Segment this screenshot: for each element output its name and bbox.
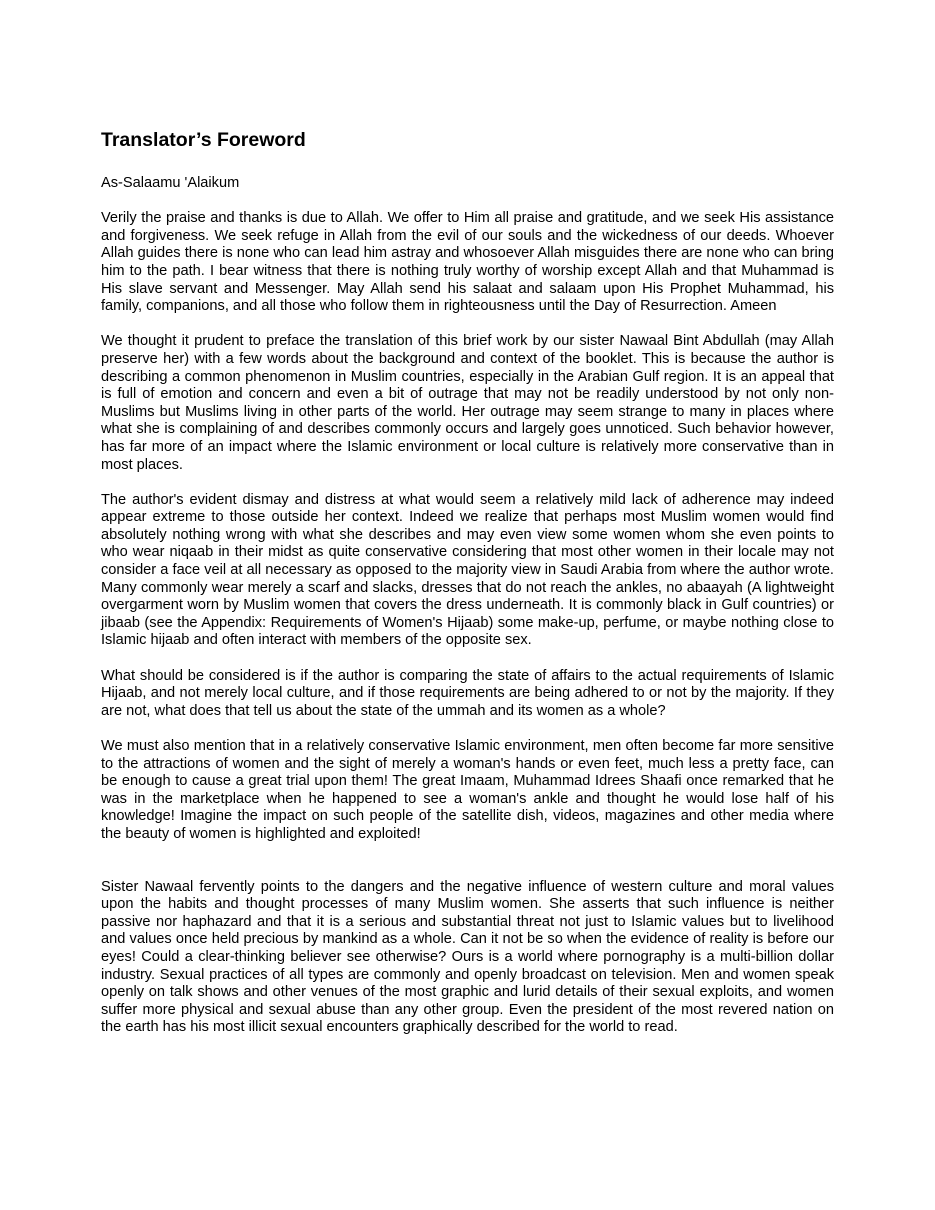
paragraph: Verily the praise and thanks is due to Allah. We offer to Him all praise and gratitude, and we seek His assistance and forgiveness. We seek refuge in Allah from the evil of our souls and the wickedness of our deeds. Whoever Allah guides there is none who can lead him astray and whosoever Allah misguides there are none who can bring him to the path. I bear witness that there is nothing truly worthy of worship except Allah and that Muhammad is His slave servant and Messenger. May Allah send his salaat and salaam upon His Prophet Muhammad, his family, companions, and all those who follow them in righteousness until the Day of Resurrection. Ameen [101,210,834,315]
document-page [101,127,834,1055]
greeting: As-Salaamu 'Alaikum [101,175,240,191]
paragraph: Sister Nawaal fervently points to the dangers and the negative influence of western culture and moral values upon the habits and thought processes of many Muslim women. She asserts that such influence is neither passive nor haphazard and that it is a serious and substantial threat not just to Islamic values but to livelihood and values once held precious by mankind as a whole. Can it not be so when the evidence of reality is before our eyes! Could a clear-thinking believer see otherwise? Ours is a world where pornography is a multi-billion dollar industry. Sexual practices of all types are commonly and openly broadcast on television. Men and women speak openly on talk shows and other venues of the most graphic and lurid details of their sexual exploits, and women suffer more physical and sexual abuse than any other group. Even the president of the most revered nation on the earth has his most illicit sexual encounters graphically described for the world to read. [101,878,834,1036]
paragraph: The author's evident dismay and distress at what would seem a relatively mild lack of adherence may indeed appear extreme to those outside her context. Indeed we realize that perhaps most Muslim women would find absolutely nothing wrong with what she describes and may even view some women whom she even points to who wear niqaab in their midst as quite conservative considering that most other women in their locale may not consider a face veil at all necessary as opposed to the majority view in Saudi Arabia from where the author wrote. Many commonly wear merely a scarf and slacks, dresses that do not reach the ankles, no abaayah (A lightweight overgarment worn by Muslim women that covers the dress underneath. It is commonly black in Gulf countries) or jibaab (see the Appendix: Requirements of Women's Hijaab) some make-up, perfume, or maybe nothing close to Islamic hijaab and often interact with members of the opposite sex. [101,491,834,649]
paragraph: We must also mention that in a relatively conservative Islamic environment, men often become far more sensitive to the attractions of women and the sight of merely a woman's hands or even feet, much less a pretty face, can be enough to cause a great trial upon them! The great Imaam, Muhammad Idrees Shaafi once remarked that he was in the marketplace when he happened to see a woman's ankle and thought he would lose half of his knowledge! Imagine the impact on such people of the satellite dish, videos, magazines and other media where the beauty of women is highlighted and exploited! [101,738,834,842]
paragraph: We thought it prudent to preface the translation of this brief work by our sister Nawaal Bint Abdullah (may Allah preserve her) with a few words about the background and context of the booklet. This is because the author is describing a common phenomenon in Muslim countries, especially in the Arabian Gulf region. It is an appeal that is full of emotion and concern and even a bit of outrage that may not be readily understood by not only non-Muslims but Muslims living in other parts of the world. Her outrage may seem strange to many in places where what she is complaining of and describes commonly occurs and largely goes unnoticed. Such behavior however, has far more of an impact where the Islamic environment or local culture is relatively more conservative than in most places. [101,333,834,473]
page-title: Translator’s Foreword [101,129,306,151]
paragraph: What should be considered is if the author is comparing the state of affairs to the actual requirements of Islamic Hijaab, and not merely local culture, and if those requirements are being adhered to or not by the majority. If they are not, what does that tell us about the state of the ummah and its women as a whole? [101,667,834,719]
